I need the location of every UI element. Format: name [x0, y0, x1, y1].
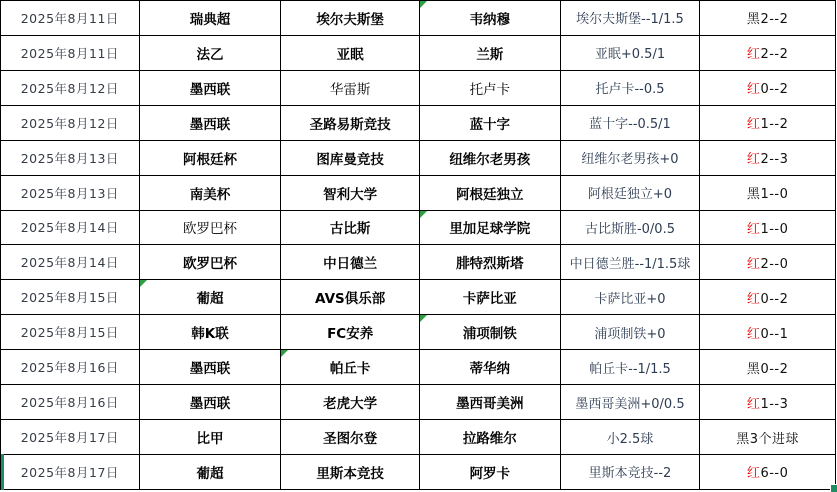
- table-row: [1, 454, 836, 489]
- home-team-cell[interactable]: 古比斯: [281, 210, 420, 245]
- league-cell[interactable]: 瑞典超: [139, 1, 281, 36]
- result-mark: 红: [746, 466, 761, 482]
- date-cell[interactable]: 2025年8月12日: [1, 105, 140, 140]
- league-cell[interactable]: 阿根廷杯: [139, 140, 281, 175]
- result-mark: 黑: [736, 431, 750, 447]
- handicap-cell[interactable]: 蓝十字--0.5/1: [560, 105, 700, 140]
- result-score: 0--2: [760, 82, 789, 98]
- date-cell[interactable]: 2025年8月12日: [1, 70, 140, 105]
- away-team-cell[interactable]: 墨西哥美洲: [419, 385, 560, 420]
- date-cell[interactable]: 2025年8月16日: [1, 385, 140, 420]
- result-mark: 黑: [746, 187, 761, 203]
- result-cell[interactable]: [700, 420, 836, 455]
- away-team-cell[interactable]: 纽维尔老男孩: [419, 140, 560, 175]
- result-mark: 黑: [746, 12, 761, 28]
- comment-indicator-icon: [420, 315, 427, 322]
- table-row: [1, 105, 836, 140]
- home-team-cell[interactable]: 里斯本竞技: [281, 454, 420, 489]
- league-cell[interactable]: 欧罗巴杯: [139, 210, 281, 245]
- home-team-cell[interactable]: AVS俱乐部: [281, 280, 420, 315]
- result-score: 3个进球: [749, 431, 800, 447]
- handicap-cell[interactable]: 浦项制铁+0: [560, 315, 700, 350]
- date-cell[interactable]: 2025年8月17日: [1, 420, 140, 455]
- table-body: [1, 1, 836, 490]
- result-score: 1--0: [760, 221, 789, 237]
- league-cell[interactable]: 法乙: [139, 35, 281, 70]
- handicap-cell[interactable]: 阿根廷独立+0: [560, 175, 700, 210]
- result-cell[interactable]: [700, 1, 836, 36]
- result-score: 0--2: [760, 291, 789, 307]
- result-cell[interactable]: [700, 385, 836, 420]
- fill-handle[interactable]: [830, 484, 837, 492]
- table-row: [1, 1, 836, 36]
- result-cell[interactable]: [700, 245, 836, 280]
- date-cell[interactable]: 2025年8月17日: [1, 454, 140, 489]
- result-mark: 红: [746, 152, 761, 168]
- date-cell[interactable]: 2025年8月13日: [1, 175, 140, 210]
- away-team-cell[interactable]: 阿罗卡: [419, 454, 560, 489]
- away-team-cell[interactable]: 腓特烈斯塔: [419, 245, 560, 280]
- comment-indicator-icon: [281, 350, 288, 357]
- away-team-cell[interactable]: 托卢卡: [419, 70, 560, 105]
- league-cell[interactable]: 墨西联: [139, 70, 281, 105]
- result-cell[interactable]: [700, 280, 836, 315]
- league-cell[interactable]: 墨西联: [139, 350, 281, 385]
- table-row: [1, 210, 836, 245]
- away-team-cell[interactable]: 兰斯: [419, 35, 560, 70]
- result-score: 0--2: [760, 361, 789, 377]
- result-mark: 红: [746, 326, 761, 342]
- result-score: 1--2: [760, 117, 789, 133]
- result-mark: 黑: [746, 361, 761, 377]
- league-cell[interactable]: 韩K联: [139, 315, 281, 350]
- table-row: [1, 70, 836, 105]
- result-score: 2--2: [760, 47, 789, 63]
- league-cell[interactable]: 墨西联: [139, 385, 281, 420]
- result-mark: 红: [746, 291, 761, 307]
- comment-indicator-icon: [420, 1, 427, 8]
- date-cell[interactable]: 2025年8月15日: [1, 315, 140, 350]
- table-row: [1, 280, 836, 315]
- away-team-cell[interactable]: 韦纳穆: [419, 1, 560, 36]
- league-cell[interactable]: 葡超: [139, 454, 281, 489]
- away-team-cell[interactable]: 蓝十字: [419, 105, 560, 140]
- result-cell[interactable]: [700, 454, 836, 489]
- table-row: [1, 35, 836, 70]
- league-cell[interactable]: 墨西联: [139, 105, 281, 140]
- handicap-cell[interactable]: 里斯本竞技--2: [560, 454, 700, 489]
- table-row: [1, 140, 836, 175]
- handicap-cell[interactable]: 古比斯胜-0/0.5: [560, 210, 700, 245]
- date-cell[interactable]: 2025年8月14日: [1, 245, 140, 280]
- result-cell[interactable]: [700, 140, 836, 175]
- home-team-cell[interactable]: 中日德兰: [281, 245, 420, 280]
- home-team-cell[interactable]: FC安养: [281, 315, 420, 350]
- home-team-cell[interactable]: 圣路易斯竞技: [281, 105, 420, 140]
- result-mark: 红: [746, 47, 761, 63]
- table-row: [1, 420, 836, 455]
- league-cell[interactable]: 葡超: [139, 280, 281, 315]
- result-cell[interactable]: [700, 210, 836, 245]
- date-cell[interactable]: 2025年8月11日: [1, 35, 140, 70]
- handicap-cell[interactable]: 小2.5球: [560, 420, 700, 455]
- home-team-cell[interactable]: 埃尔夫斯堡: [281, 1, 420, 36]
- home-team-cell[interactable]: 图库曼竞技: [281, 140, 420, 175]
- home-team-cell[interactable]: 华雷斯: [281, 70, 420, 105]
- handicap-cell[interactable]: 墨西哥美洲+0/0.5: [560, 385, 700, 420]
- handicap-cell[interactable]: 托卢卡--0.5: [560, 70, 700, 105]
- home-team-cell[interactable]: 亚眠: [281, 35, 420, 70]
- handicap-cell[interactable]: 纽维尔老男孩+0: [560, 140, 700, 175]
- home-team-cell[interactable]: 智利大学: [281, 175, 420, 210]
- result-score: 2--3: [760, 152, 789, 168]
- league-cell[interactable]: 欧罗巴杯: [139, 245, 281, 280]
- comment-indicator-icon: [420, 211, 427, 218]
- table-row: [1, 350, 836, 385]
- handicap-cell[interactable]: 帕丘卡--1/1.5: [560, 350, 700, 385]
- table-row: [1, 385, 836, 420]
- date-cell[interactable]: 2025年8月13日: [1, 140, 140, 175]
- result-mark: 红: [746, 82, 761, 98]
- comment-indicator-icon: [140, 280, 147, 287]
- home-team-cell[interactable]: 圣图尔登: [281, 420, 420, 455]
- away-team-cell[interactable]: 拉路维尔: [419, 420, 560, 455]
- result-mark: 红: [746, 396, 761, 412]
- result-mark: 红: [746, 221, 761, 237]
- home-team-cell[interactable]: 老虎大学: [281, 385, 420, 420]
- date-cell[interactable]: 2025年8月15日: [1, 280, 140, 315]
- result-mark: 红: [746, 117, 761, 133]
- table-row: [1, 175, 836, 210]
- league-cell[interactable]: 南美杯: [139, 175, 281, 210]
- table-row: [1, 245, 836, 280]
- result-mark: 红: [746, 256, 761, 272]
- result-score: 0--1: [760, 326, 789, 342]
- handicap-cell[interactable]: 亚眠+0.5/1: [560, 35, 700, 70]
- table-row: [1, 315, 836, 350]
- result-cell[interactable]: [700, 35, 836, 70]
- result-score: 2--0: [760, 256, 789, 272]
- result-score: 6--0: [760, 466, 789, 482]
- result-score: 2--2: [760, 12, 789, 28]
- away-team-cell[interactable]: 浦项制铁: [419, 315, 560, 350]
- away-team-cell[interactable]: 卡萨比亚: [419, 280, 560, 315]
- result-score: 1--0: [760, 187, 789, 203]
- away-team-cell[interactable]: 蒂华纳: [419, 350, 560, 385]
- date-cell[interactable]: 2025年8月11日: [1, 1, 140, 36]
- result-cell[interactable]: [700, 175, 836, 210]
- away-team-cell[interactable]: 阿根廷独立: [419, 175, 560, 210]
- result-cell[interactable]: [700, 70, 836, 105]
- handicap-cell[interactable]: 埃尔夫斯堡--1/1.5: [560, 1, 700, 36]
- result-score: 1--3: [760, 396, 789, 412]
- date-cell[interactable]: 2025年8月14日: [1, 210, 140, 245]
- result-cell[interactable]: [700, 350, 836, 385]
- handicap-cell[interactable]: 卡萨比亚+0: [560, 280, 700, 315]
- league-cell[interactable]: 比甲: [139, 420, 281, 455]
- result-cell[interactable]: [700, 315, 836, 350]
- away-team-cell[interactable]: 里加足球学院: [419, 210, 560, 245]
- handicap-cell[interactable]: 中日德兰胜--1/1.5球: [560, 245, 700, 280]
- home-team-cell[interactable]: 帕丘卡: [281, 350, 420, 385]
- result-cell[interactable]: [700, 105, 836, 140]
- date-cell[interactable]: 2025年8月16日: [1, 350, 140, 385]
